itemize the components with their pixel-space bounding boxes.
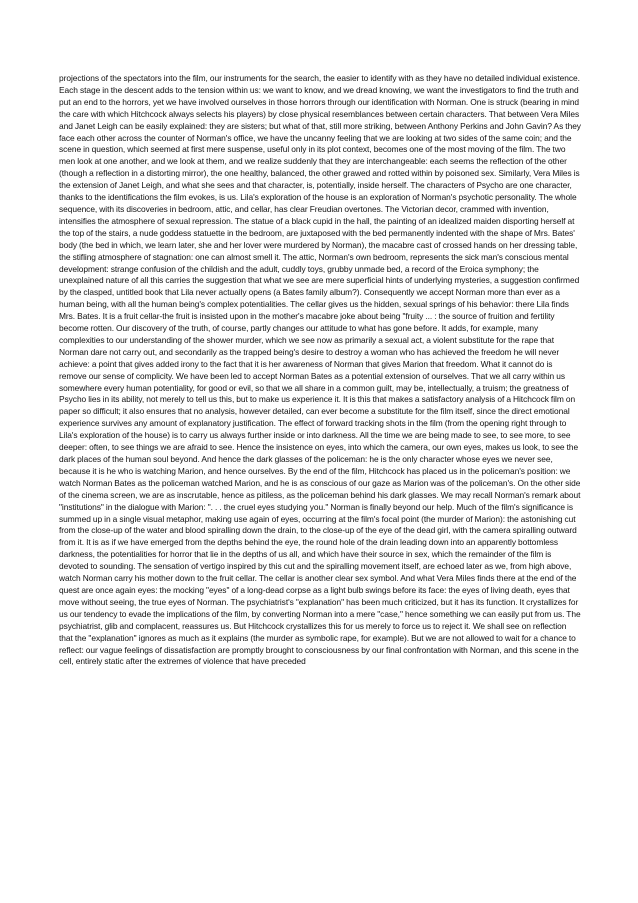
body-paragraph: projections of the spectators into the film, our instruments for the search, the easier to identify with as they have no detailed individual existence. Each stage in the descent adds to the tension within us: we want to know, and we dread knowing, we want the investigators to find the truth and put an end to the horrors, yet we have involved ourselves in those horrors through our identification with Norman. One is struck (bearing in mind the care with which Hitchcock always selects his players) by close physical resemblances between certain characters. That between Vera Miles and Janet Leigh can be easily explained: they are sisters; but what of that, still more striking, between Anthony Perkins and John Gavin? As they face each other across the counter of Norman's office, we have the uncanny feeling that we are looking at two sides of the same coin; and the scene in question, which seemed at first mere suspense, useful only in its plot context, becomes one of the most moving of the film. The two men look at one another, and we look at them, and we realize suddenly that they are interchangeable: each seems the reflection of the other (though a reflection in a distorting mirror), the one healthy, balanced, the other grawed and rotted within by poisoned sex. Similarly, Vera Miles is the extension of Janet Leigh, and what she sees and that character, is, potentially, inside herself. The characters of Psycho are one character, thanks to the identifications the film evokes, is us. Lila's exploration of the house is an exploration of Norman's psychotic personality. The whole sequence, with its discoveries in bedroom, attic, and cellar, has clear Freudian overtones. The Victorian decor, crammed with invention, intensifies the atmosphere of sexual repression. The statue of a black cupid in the hall, the painting of an idealized maiden disporting herself at the top of the stairs, a nude goddess statuette in the bedroom, are juxtaposed with the bed permanently indented with the shape of Mrs. Bates' body (the bed in which, we learn later, she and her lover were murdered by Norman), the macabre cast of crossed hands on her dressing table, the stifling atmosphere of stagnation: one can almost smell it. The attic, Norman's own bedroom, represents the sick man's conscious mental development: strange confusion of the childish and the adult, cuddly toys, grubby unmade bed, a record of the Eroica symphony; the unexplained nature of all this carries the suggestion that what we see are mere superficial hints of underlying mysteries, a suggestion confirmed by the clasped, untitled book that Lila never actually opens (a Bates family album?). Consequently we accept Norman more than ever as a human being, with all the human being's complex potentialities. The cellar gives us the hidden, sexual springs of his behavior: there Lila finds Mrs. Bates. It is a fruit cellar-the fruit is insisted upon in the mother's macabre joke about being "fruity ... : the source of fruition and fertility become rotten. Our discovery of the truth, of course, partly changes our attitude to what has gone before. It adds, for example, many complexities to our understanding of the shower murder, which we see now as primarily a sexual act, a violent substitute for the rape that Norman dare not carry out, and secondarily as the trapped being's desire to destroy a woman who has achieved the freedom he will never achieve: a point that gives added irony to the fact that it is her awareness of Norman that gives Marion that freedom. What it cannot do is remove our sense of complicity. We have been led to accept Norman Bates as a potential extension of ourselves. That we all carry within us somewhere every human potentiality, for good or evil, so that we all share in a common guilt, may be, intellectually, a truism; the greatness of Psycho lies in its ability, not merely to tell us this, but to make us experience it. It is this that makes a satisfactory analysis of a Hitchcock film on paper so difficult; it also ensures that no analysis, however detailed, can ever become a substitute for the film itself, since the direct emotional experience survives any amount of explanatory justification. The effect of forward tracking shots in the film (from the opening right through to Lila's exploration of the house) is to carry us always further inside or into darkness. All the time we are being made to see, to see more, to see deeper: often, to see things we are afraid to see. Hence the insistence on eyes, into which the camera, our own eyes, makes us look, to see the dark places of the human soul beyond. And hence the dark glasses of the policeman: he is the only character whose eyes we never see, because it is he who is watching Marion, and hence ourselves. By the end of the film, Hitchcock has placed us in the policeman's position: we watch Norman Bates as the policeman watched Marion, and he is as conscious of our gaze as Marion was of the policeman's. On the other side of the cinema screen, we are as inscrutable, hence as pitiless, as the policeman behind his dark glasses. We may recall Norman's remark about "institutions" in the dialogue with Marion: ". . . the cruel eyes studying you." Norman is finally beyond our help. Much of the film's significance is summed up in a single visual metaphor, making use again of eyes, occurring at the film's focal point (the murder of Marion): the astonishing cut from the close-up of the water and blood spiralling down the drain, to the close-up of the eye of the dead girl, with the camera spiralling outward from it. It is as if we have emerged from the depths behind the eye, the round hole of the drain leading down into an apparently bottomless darkness, the potentialities for horror that lie in the depths of us all, and which have their source in sex, which the remainder of the film is devoted to sounding. The sensation of vertigo inspired by this cut and the spiralling movement itself, are echoed later as we, from high above, watch Norman carry his mother down to the fruit cellar. The cellar is another clear sex symbol. And what Vera Miles finds there at the end of the quest are once again eyes: the mocking "eyes" of a long-dead corpse as a light bulb swings before its face: the eyes of living death, eyes that move without seeing, the true eyes of Norman. The psychiatrist's "explanation" has been much criticized, but it has its function. It crystallizes for us our tendency to evade the implications of the film, by converting Norman into a mere "case," hence something we can easily put from us. The psychiatrist, glib and complacent, reassures us. But Hitchcock crystallizes this for us merely to force us to reject it. We shall see on reflection that the "explanation" ignores as much as it explains (the murder as symbolic rape, for example). But we are not allowed to wait for a chance to reflect: our vague feelings of dissatisfaction are promptly brought to consciousness by our final confrontation with Norman, and this scene in the cell, entirely static after the extremes of violence that have preceded (59, 73, 581, 667)
document-page (59, 73, 581, 668)
